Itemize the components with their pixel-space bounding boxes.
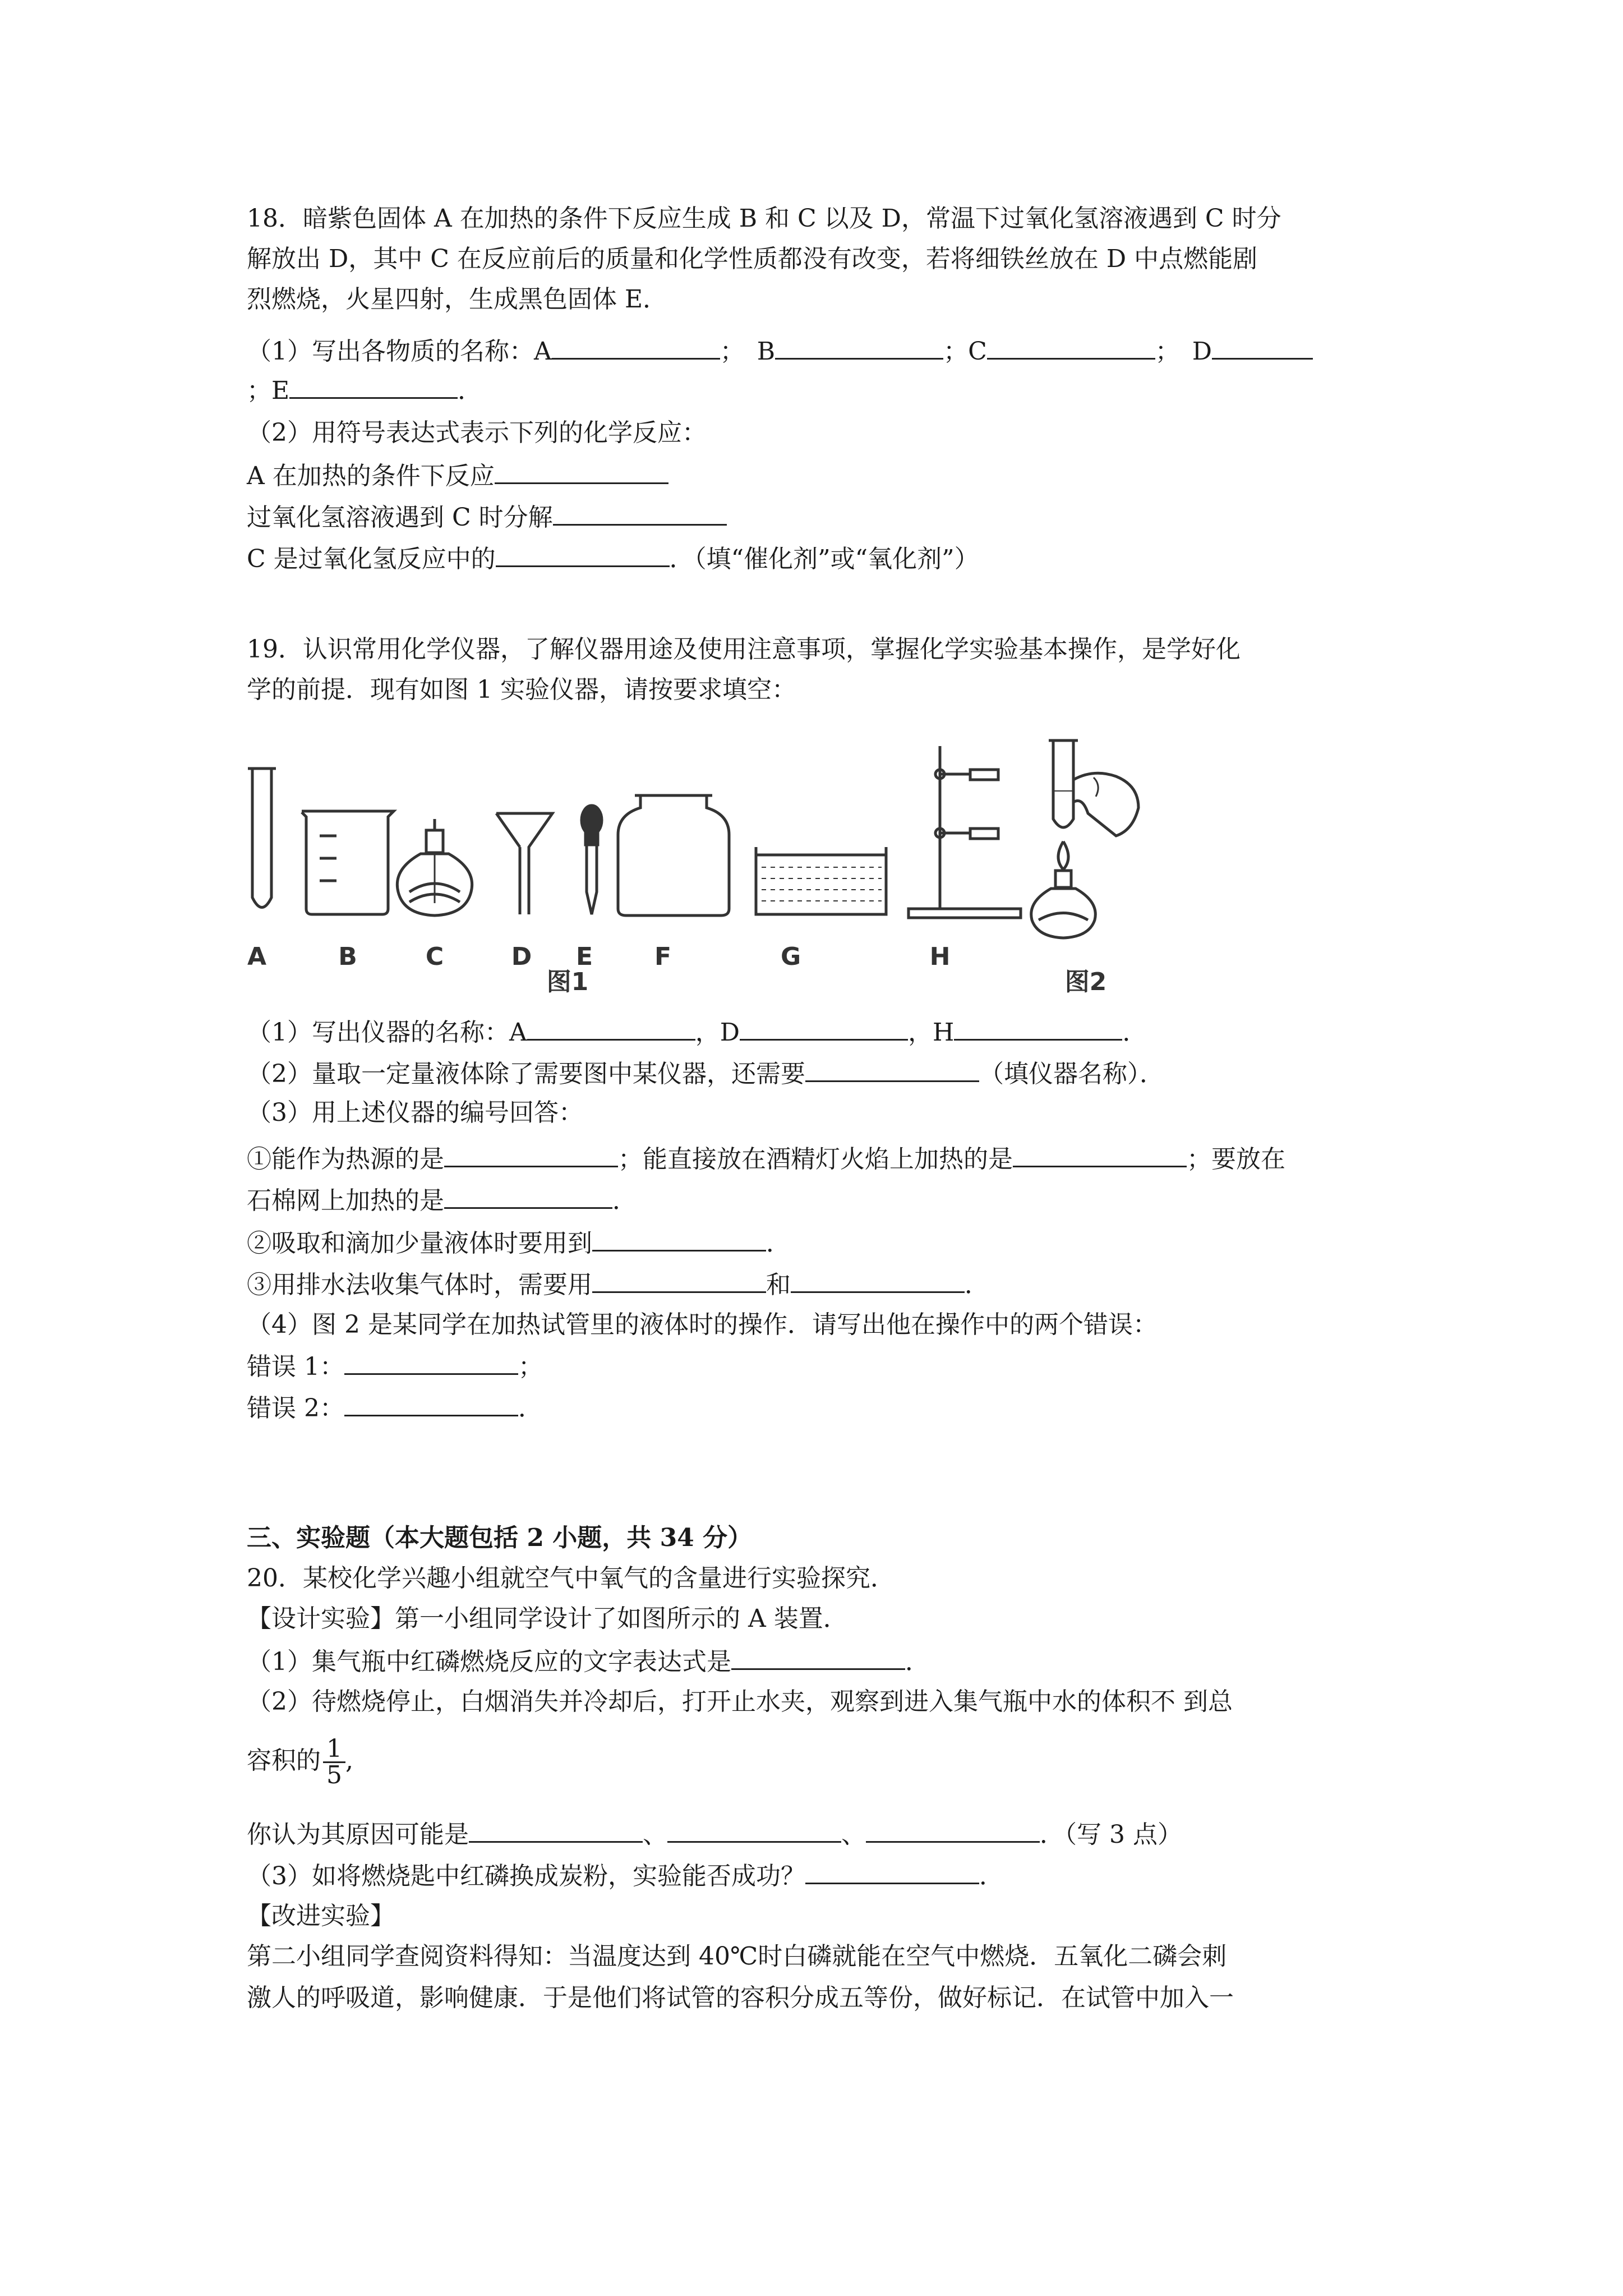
q18-part1	[247, 333, 1313, 369]
q19-error2-end: ．	[518, 1394, 543, 1423]
alcohol-lamp-icon	[397, 819, 472, 915]
q19-part2	[247, 1056, 1164, 1091]
heating-test-tube-icon	[1031, 740, 1138, 938]
q18-part1-e-label: ；E	[247, 376, 290, 405]
q18-stem-line1: 18．暗紫色固体 A 在加热的条件下反应生成 B 和 C 以及 D，常温下过氧化氢溶液遇到 C 时分	[247, 204, 1281, 233]
q19-part3-3	[247, 1267, 989, 1302]
q19-blank-collect-1[interactable]	[592, 1267, 766, 1293]
q18-blank-reaction-b[interactable]	[553, 499, 727, 526]
q18-part1-d-label: ； D	[1155, 337, 1212, 366]
q20-part1-end: ．	[905, 1648, 930, 1676]
q18-part1-b-label: ； B	[720, 337, 776, 366]
q19-collect-end: ．	[965, 1271, 989, 1299]
q19-error1-label: 错误 1：	[247, 1352, 344, 1381]
q19-blank-gauze[interactable]	[444, 1182, 612, 1209]
q18-blank-c[interactable]	[987, 333, 1155, 360]
figure-label: G	[780, 942, 801, 971]
q20-part1	[247, 1644, 930, 1679]
q20-part2-line1: （2）待燃烧停止，白烟消失并冷却后，打开止水夹，观察到进入集气瓶中水的体积不 到总	[247, 1687, 1233, 1716]
q18-blank-d[interactable]	[1212, 333, 1313, 360]
q18-part1-cont	[247, 372, 482, 408]
q19-direct-heat-label: ；能直接放在酒精灯火焰上加热的是	[618, 1145, 1013, 1174]
q19-part4: （4）图 2 是某同学在加热试管里的液体时的操作．请写出他在操作中的两个错误：	[247, 1310, 1158, 1339]
q19-dropper-label: ②吸取和滴加少量液体时要用到	[247, 1229, 592, 1258]
q19-blank-h[interactable]	[954, 1014, 1122, 1041]
q20-blank-reason3[interactable]	[866, 1816, 1040, 1843]
q19-stem-line1: 19．认识常用化学仪器，了解仪器用途及使用注意事项，掌握化学实验基本操作，是学好化	[247, 635, 1241, 664]
fraction-numerator: 1	[323, 1737, 345, 1763]
figure-label: D	[511, 942, 532, 971]
q20-part3-label: （3）如将燃烧匙中红磷换成炭粉，实验能否成功？	[247, 1862, 805, 1890]
q20-improve-line1: 第二小组同学查阅资料得知：当温度达到 40℃时白磷就能在空气中燃烧．五氧化二磷会刺	[247, 1942, 1227, 1971]
q20-reason-sep2: 、	[841, 1820, 866, 1849]
fraction-one-fifth	[323, 1734, 345, 1789]
figure1-caption: 图1	[546, 968, 589, 993]
q19-blank-measure[interactable]	[805, 1056, 979, 1082]
dropper-icon	[582, 806, 602, 914]
q20-stem: 20．某校化学兴趣小组就空气中氧气的含量进行实验探究．	[247, 1564, 895, 1593]
q19-blank-collect-2[interactable]	[791, 1267, 965, 1293]
q20-improve-line2: 激人的呼吸道，影响健康．于是他们将试管的容积分成五等份，做好标记．在试管中加入一	[247, 1984, 1234, 2012]
q19-error1	[247, 1349, 543, 1384]
q20-reason-end: ．（写 3 点）	[1040, 1820, 1182, 1849]
q19-collect-label: ③用排水法收集气体时，需要用	[247, 1271, 592, 1299]
q20-blank-equation[interactable]	[731, 1644, 905, 1670]
q18-part2-b	[247, 499, 727, 535]
q18-blank-b[interactable]	[775, 333, 943, 360]
q19-blank-error2[interactable]	[344, 1390, 518, 1416]
figure-label: E	[575, 942, 593, 971]
q20-blank-reason1[interactable]	[469, 1816, 643, 1843]
figure-label: F	[654, 942, 672, 971]
q19-part3-2	[247, 1225, 791, 1260]
fraction-denominator: 5	[326, 1761, 342, 1789]
q18-part2-c	[247, 541, 979, 576]
figure2-caption: 图2	[1064, 968, 1107, 993]
q19-stem-line2: 学的前提．现有如图 1 实验仪器，请按要求填空：	[247, 675, 796, 704]
q20-reason-sep1: 、	[643, 1820, 667, 1849]
q18-part2-c-end: ．（填“催化剂”或“氧化剂”）	[669, 545, 979, 573]
q18-blank-catalyst[interactable]	[496, 541, 670, 567]
q20-reason-label: 你认为其原因可能是	[247, 1820, 469, 1849]
beaker-icon	[302, 811, 394, 914]
q19-blank-a[interactable]	[527, 1014, 695, 1041]
figure-label: H	[929, 942, 951, 971]
q18-stem-line2: 解放出 D，其中 C 在反应前后的质量和化学性质都没有改变，若将细铁丝放在 D 中点燃能剧	[247, 245, 1258, 273]
figure-label: B	[338, 942, 357, 971]
q20-design: 【设计实验】第一小组同学设计了如图所示的 A 装置．	[247, 1604, 848, 1633]
q18-part2: （2）用符号表达式表示下列的化学反应：	[247, 418, 707, 447]
test-tube-icon	[248, 769, 276, 908]
q19-gauze-label: 石棉网上加热的是	[247, 1186, 444, 1215]
q19-part1	[247, 1014, 1147, 1050]
q19-part1-end: ．	[1122, 1018, 1147, 1047]
figure-label: A	[247, 942, 267, 971]
funnel-icon	[496, 813, 552, 914]
q19-error1-end: ；	[518, 1352, 543, 1381]
q19-error2-label: 错误 2：	[247, 1394, 344, 1423]
q19-part1-d-label: ，D	[695, 1018, 740, 1047]
q19-gauze-end: ．	[612, 1186, 637, 1215]
apparatus-figure	[241, 724, 1161, 993]
q19-part3: （3）用上述仪器的编号回答：	[247, 1098, 583, 1127]
q19-heat-source-label: ①能作为热源的是	[247, 1145, 444, 1174]
q19-blank-heat-source[interactable]	[444, 1141, 618, 1167]
q18-blank-e[interactable]	[289, 372, 458, 399]
q19-part1-h-label: ，H	[908, 1018, 955, 1047]
q20-part2-line2	[247, 1734, 353, 1789]
q20-part3-end: ．	[979, 1862, 1004, 1890]
q19-part2-label: （2）量取一定量液体除了需要图中某仪器，还需要	[247, 1060, 805, 1088]
q19-blank-dropper[interactable]	[592, 1225, 766, 1251]
iron-stand-icon	[909, 746, 1021, 918]
q19-blank-error1[interactable]	[344, 1349, 518, 1375]
section3-title: 三、实验题（本大题包括 2 小题，共 34 分）	[247, 1524, 753, 1552]
q19-gauze-label-start: ；要放在	[1187, 1145, 1285, 1174]
q19-part1-a-label: （1）写出仪器的名称：A	[247, 1018, 527, 1047]
q18-part2-c-label: C 是过氧化氢反应中的	[247, 545, 496, 573]
q20-improve-title: 【改进实验】	[247, 1902, 395, 1930]
q18-part1-a-label: （1）写出各物质的名称：A	[247, 337, 552, 366]
q18-blank-a[interactable]	[552, 333, 720, 360]
q18-part1-c-label: ；C	[943, 337, 987, 366]
q18-part2-b-label: 过氧化氢溶液遇到 C 时分解	[247, 503, 553, 532]
q19-dropper-end: ．	[766, 1229, 791, 1258]
q18-stem-line3: 烈燃烧，火星四射，生成黑色固体 E．	[247, 285, 668, 314]
q19-part3-1-cont	[247, 1182, 637, 1218]
q18-blank-reaction-a[interactable]	[495, 458, 668, 484]
q18-part2-a-label: A 在加热的条件下反应	[247, 462, 495, 490]
q18-part2-a	[247, 458, 668, 493]
q20-part1-label: （1）集气瓶中红磷燃烧反应的文字表达式是	[247, 1648, 731, 1676]
q19-blank-d[interactable]	[740, 1014, 908, 1041]
q20-part2-line2-end: ,	[345, 1746, 353, 1775]
q20-blank-carbon[interactable]	[805, 1858, 979, 1884]
q20-part3	[247, 1858, 1004, 1893]
q19-blank-direct-heat[interactable]	[1013, 1141, 1187, 1167]
water-trough-icon	[756, 847, 886, 914]
q19-error2	[247, 1390, 543, 1425]
figure-label: C	[425, 942, 444, 971]
q20-blank-reason2[interactable]	[667, 1816, 841, 1843]
wide-mouth-bottle-icon	[618, 795, 729, 915]
q20-reason	[247, 1816, 1182, 1852]
q19-part2-end: （填仪器名称）．	[979, 1060, 1164, 1088]
q18-part1-end: ．	[458, 376, 483, 405]
q19-collect-and: 和	[766, 1271, 791, 1299]
q19-part3-1	[247, 1141, 1285, 1176]
q20-part2-line2-text: 容积的	[247, 1746, 321, 1775]
